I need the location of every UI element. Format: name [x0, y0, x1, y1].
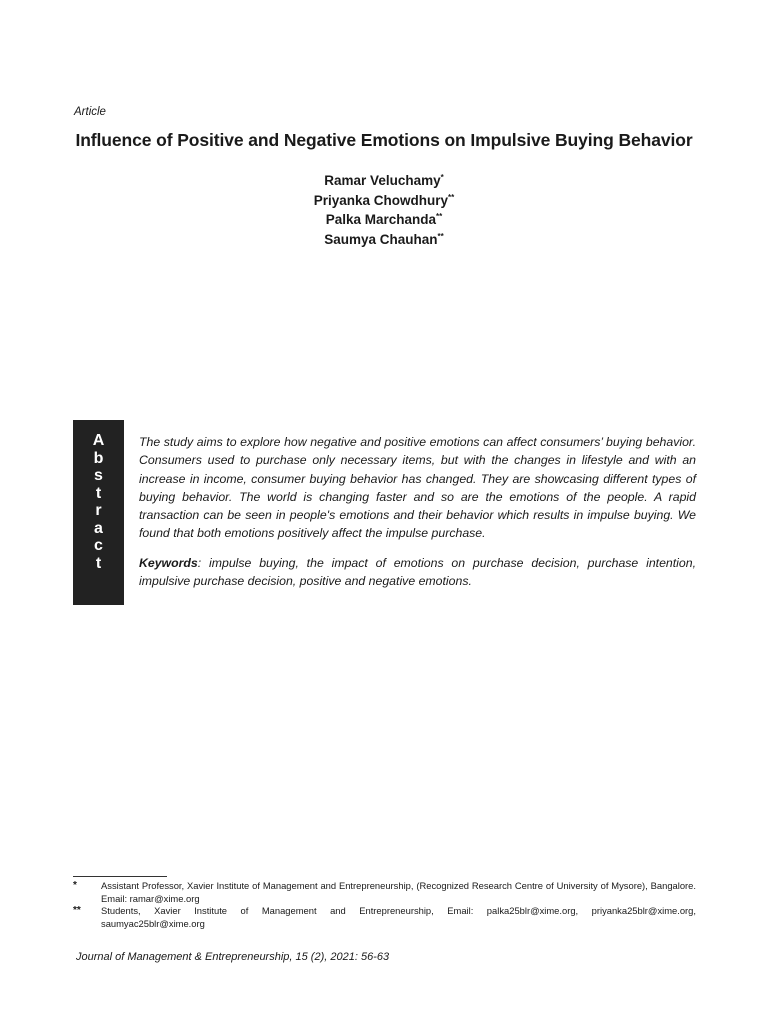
author-affiliation-mark: ** [436, 212, 443, 221]
author-affiliation-mark: ** [437, 231, 444, 241]
footnote-mark: * [73, 880, 77, 891]
keywords [139, 555, 696, 590]
author-name-text: Saumya Chauhan [324, 231, 438, 247]
author-name [0, 171, 768, 191]
author-name [0, 191, 768, 211]
abstract-label-letter: s [94, 467, 103, 484]
abstract-label-letter: c [94, 537, 103, 554]
footnote [73, 905, 696, 930]
abstract-label-letter: t [95, 554, 102, 572]
keywords-text: : impulse buying, the impact of emotions on purchase decision, purchase intention, impulsive purchase decision, positive and negative emotions. [139, 556, 696, 588]
abstract-label-letter: b [93, 449, 104, 467]
abstract-label-box [73, 420, 124, 605]
footnote-text: Assistant Professor, Xavier Institute of Management and Entrepreneurship, (Recognized Research Centre of University of Mysore), Bangalore. Email: ramar@xime.org [101, 880, 696, 904]
footnote-text: Students, Xavier Institute of Management and Entrepreneurship, Email: palka25blr@xime.org, priyanka25blr@xime.org, saumyac25blr@xime.org [101, 905, 696, 929]
abstract-label-letter: a [94, 519, 103, 537]
author-name-text: Palka Marchanda [325, 212, 437, 227]
author-name-text: Priyanka Chowdhury [313, 192, 449, 208]
author-name [0, 210, 768, 230]
abstract-label-letter: A [92, 432, 105, 449]
footnote-divider [73, 876, 167, 877]
footnote [73, 880, 696, 905]
author-name-text: Ramar Veluchamy [324, 173, 441, 188]
author-affiliation-mark: ** [448, 192, 455, 202]
footnote-mark: ** [73, 905, 81, 916]
author-affiliation-mark: * [440, 173, 444, 182]
abstract-label-letter: r [95, 502, 102, 519]
article-type-label: Article [74, 106, 106, 118]
article-title: Influence of Positive and Negative Emotions on Impulsive Buying Behavior [75, 130, 693, 150]
keywords-label: Keywords [139, 556, 198, 570]
abstract-text: The study aims to explore how negative and positive emotions can affect consumers’ buying behavior. Consumers used to purchase only necessary items, but with the changes in lifestyle and with an increase in income, consumer buying behavior has changed. They are showcasing different types of buying behavior. The world is changing faster and so are the emotions of the people. A rapid transaction can be seen in people's emotions and their behavior which results in impulse buying. We found that both emotions positively affect the impulse purchase. [139, 435, 696, 541]
abstract-label-letter: t [95, 484, 102, 502]
journal-citation: Journal of Management & Entrepreneurship, 15 (2), 2021: 56-63 [76, 951, 390, 963]
author-name [0, 230, 768, 250]
author-list [0, 171, 768, 249]
